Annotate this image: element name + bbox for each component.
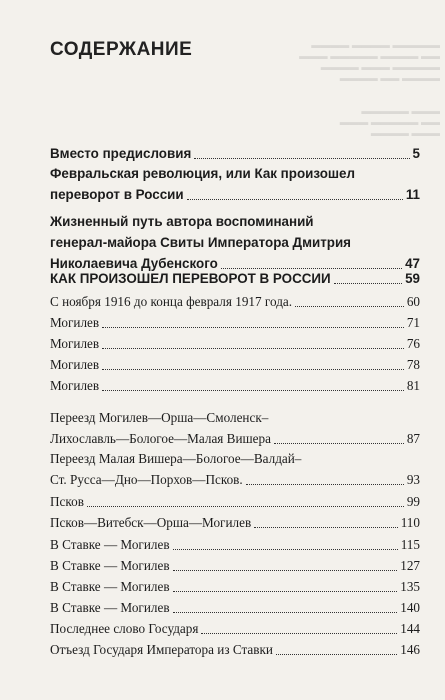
dot-leader — [246, 484, 404, 485]
toc-entry[interactable] — [50, 211, 420, 274]
toc-page-number: 59 — [405, 271, 420, 286]
dot-leader — [173, 549, 398, 550]
toc-entry[interactable] — [50, 512, 420, 533]
toc-entry-title: В Ставке — Могилев — [50, 537, 170, 552]
dot-leader — [254, 527, 398, 528]
toc-entry[interactable] — [50, 491, 420, 512]
dot-leader — [173, 591, 397, 592]
toc-page-number: 76 — [406, 336, 420, 351]
toc-entry-title: Февральская революция, или Как произошел — [50, 166, 355, 181]
bleed-through-text: ▬▬▬▬ ▬▬▬▬ ▬▬▬▬▬ ▬▬▬ ▬▬▬▬▬ ▬▬▬▬ ▬▬ ▬▬▬▬ ▬▬▬ ▬▬▬▬▬ ▬▬▬▬ ▬▬ ▬▬▬▬ ▬▬▬▬▬ ▬▬▬ ▬▬▬ ▬▬▬▬▬ ▬▬ ▬▬▬▬ ▬▬▬ — [299, 40, 440, 139]
toc-page-number: 81 — [406, 378, 420, 393]
toc-entry-title: В Ставке — Могилев — [50, 558, 170, 573]
toc-page-number: 71 — [406, 315, 420, 330]
toc-entry[interactable] — [50, 354, 420, 375]
toc-entry-title: Псков — [50, 494, 84, 509]
toc-entry-title: Могилев — [50, 315, 100, 330]
toc-entry[interactable] — [50, 143, 420, 164]
toc-entry-title: Отъезд Государя Императора из Ставки — [50, 642, 273, 657]
page-title: СОДЕРЖАНИЕ — [50, 39, 193, 60]
dot-leader — [102, 348, 404, 349]
toc-entry-title: переворот в России — [50, 187, 184, 202]
toc-page-number: 60 — [406, 294, 420, 309]
toc-page-number: 47 — [405, 256, 420, 271]
toc-entry[interactable] — [50, 576, 420, 597]
toc-entry-title: Могилев — [50, 336, 100, 351]
dot-leader — [102, 369, 404, 370]
toc-entry-title: Псков—Витебск—Орша—Могилев — [50, 515, 252, 530]
toc-page-number: 127 — [400, 558, 420, 573]
toc-entry[interactable] — [50, 597, 420, 618]
dot-leader — [274, 443, 404, 444]
dot-leader — [173, 612, 397, 613]
toc-entry-title: В Ставке — Могилев — [50, 600, 170, 615]
dot-leader — [276, 654, 397, 655]
dot-leader — [201, 633, 397, 634]
toc-entry-title: Могилев — [50, 378, 100, 393]
toc-entry[interactable] — [50, 448, 420, 490]
toc-entry[interactable] — [50, 333, 420, 354]
toc-page-number: 115 — [400, 537, 420, 552]
dot-leader — [194, 158, 410, 159]
toc-entry[interactable] — [50, 163, 420, 205]
toc-entry-title: Последнее слово Государя — [50, 621, 199, 636]
toc-page-number: 5 — [412, 146, 420, 161]
toc-page-number: 99 — [406, 494, 420, 509]
dot-leader — [334, 283, 402, 284]
toc-entry[interactable] — [50, 555, 420, 576]
toc-page-number: 110 — [400, 515, 420, 530]
dot-leader — [295, 306, 404, 307]
toc-page-number: 140 — [400, 600, 420, 615]
toc-entry-title: Переезд Могилев—Орша—Смоленск– — [50, 410, 269, 425]
toc-page-number: 87 — [406, 431, 420, 446]
toc-entry-title: Лихославль—Бологое—Малая Вишера — [50, 431, 271, 446]
toc-entry-title: Переезд Малая Вишера—Бологое—Валдай– — [50, 451, 302, 466]
toc-entry-title: Ст. Русса—Дно—Порхов—Псков. — [50, 472, 243, 487]
toc-page-number: 11 — [405, 187, 420, 202]
toc-entry-title: Жизненный путь автора воспоминаний — [50, 214, 314, 229]
toc-entry[interactable] — [50, 534, 420, 555]
toc-page-number: 135 — [400, 579, 420, 594]
toc-entry[interactable] — [50, 618, 420, 639]
dot-leader — [187, 199, 403, 200]
dot-leader — [102, 390, 404, 391]
toc-entry-title: Николаевича Дубенского — [50, 256, 218, 271]
toc-entry[interactable] — [50, 407, 420, 449]
dot-leader — [102, 327, 404, 328]
toc-entry[interactable] — [50, 639, 420, 660]
toc-entry[interactable] — [50, 268, 420, 289]
toc-entry-title: С ноября 1916 до конца февраля 1917 года. — [50, 294, 293, 309]
toc-entry[interactable] — [50, 375, 420, 396]
dot-leader — [87, 506, 404, 507]
toc-entry-title: генерал-майора Свиты Императора Дмитрия — [50, 235, 351, 250]
dot-leader — [173, 570, 397, 571]
toc-page-number: 144 — [400, 621, 420, 636]
toc-entry[interactable] — [50, 312, 420, 333]
toc-entry-title: В Ставке — Могилев — [50, 579, 170, 594]
toc-entry-title: Вместо предисловия — [50, 146, 192, 161]
toc-page-number: 93 — [406, 472, 420, 487]
toc-entry-title: Могилев — [50, 357, 100, 372]
toc-page-number: 78 — [406, 357, 420, 372]
toc-entry[interactable] — [50, 291, 420, 312]
toc-entry-title: КАК ПРОИЗОШЕЛ ПЕРЕВОРОТ В РОССИИ — [50, 271, 331, 286]
toc-page-number: 146 — [400, 642, 420, 657]
